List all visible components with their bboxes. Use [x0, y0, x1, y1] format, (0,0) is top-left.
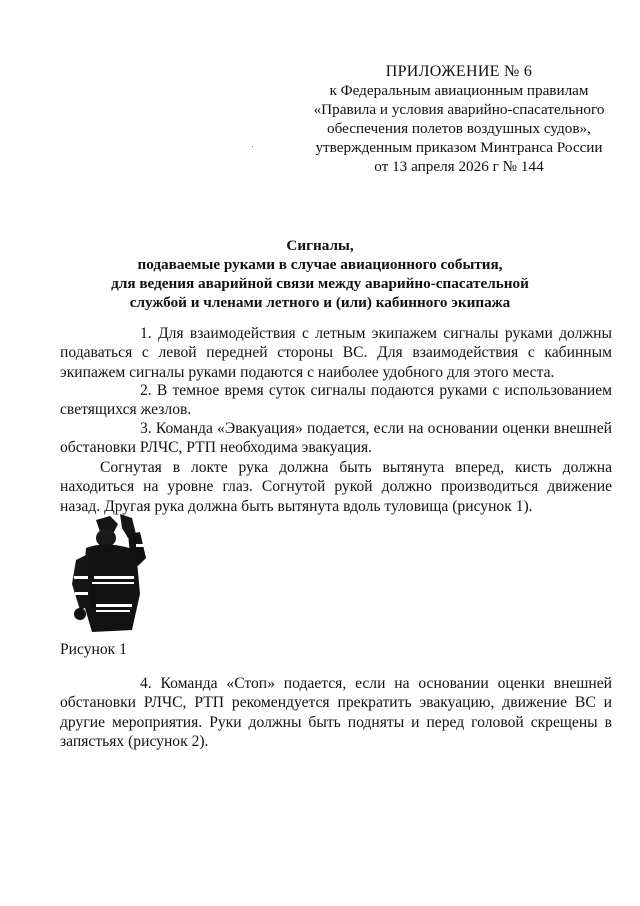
- scan-speck: [252, 146, 253, 147]
- figure-1-image: [66, 514, 156, 644]
- appendix-line: утвержденным приказом Минтранса России: [315, 139, 603, 156]
- document-heading: [60, 236, 580, 312]
- heading-line: Сигналы,: [286, 237, 354, 254]
- paragraph-2: [60, 381, 612, 420]
- paragraph-text: Согнутая в локте рука должна быть вытянута вперед, кисть должна находиться на уровне глаз. Согнутой рукой должно производиться движение назад. Другая рука должна быть вытянута вдоль туловища (рисунок 1).: [60, 459, 612, 515]
- appendix-line: к Федеральным авиационным правилам: [329, 82, 589, 99]
- appendix-title: ПРИЛОЖЕНИЕ № 6: [385, 63, 533, 80]
- appendix-line: от 13 апреля 2026 г № 144: [374, 158, 544, 175]
- paragraph-number: 4.: [140, 675, 152, 692]
- heading-line: для ведения аварийной связи между аварийно-спасательной: [111, 275, 529, 292]
- appendix-line: «Правила и условия аварийно-спасательного: [313, 101, 605, 118]
- paragraph-1: [60, 324, 612, 382]
- paragraph-text: Команда «Эвакуация» подается, если на основании оценки внешней обстановки РЛЧС, РТП необходима эвакуация.: [60, 420, 612, 457]
- firefighter-signal-figure-icon: [66, 514, 156, 644]
- paragraph-number: 3.: [140, 420, 152, 437]
- paragraph-text: Команда «Стоп» подается, если на основании оценки внешней обстановки РЛЧС, РТП рекомендуется прекратить эвакуацию, движение ВС и другие мероприятия. Руки должны быть подняты и перед головой скрещены в запястьях (рисунок 2).: [60, 675, 612, 750]
- heading-line: службой и членами летного и (или) кабинного экипажа: [129, 294, 511, 311]
- paragraph-number: 2.: [140, 382, 152, 399]
- paragraph-3: [60, 419, 612, 458]
- paragraph-3-continuation: [60, 458, 612, 516]
- paragraph-number: 1.: [140, 325, 152, 342]
- paragraph-text: В темное время суток сигналы подаются руками с использованием светящихся жезлов.: [60, 382, 613, 419]
- paragraph-4: [60, 674, 612, 751]
- appendix-header: [300, 62, 618, 176]
- paragraph-text: Для взаимодействия с летным экипажем сигналы руками должны подаваться с левой передней стороны ВС. Для взаимодействия с кабинным экипажем сигналы руками подаются с наиболее удобного для этого места.: [60, 325, 612, 381]
- appendix-line: обеспечения полетов воздушных судов»,: [327, 120, 591, 137]
- figure-1-caption: Рисунок 1: [60, 641, 127, 658]
- heading-line: подаваемые руками в случае авиационного события,: [137, 256, 503, 273]
